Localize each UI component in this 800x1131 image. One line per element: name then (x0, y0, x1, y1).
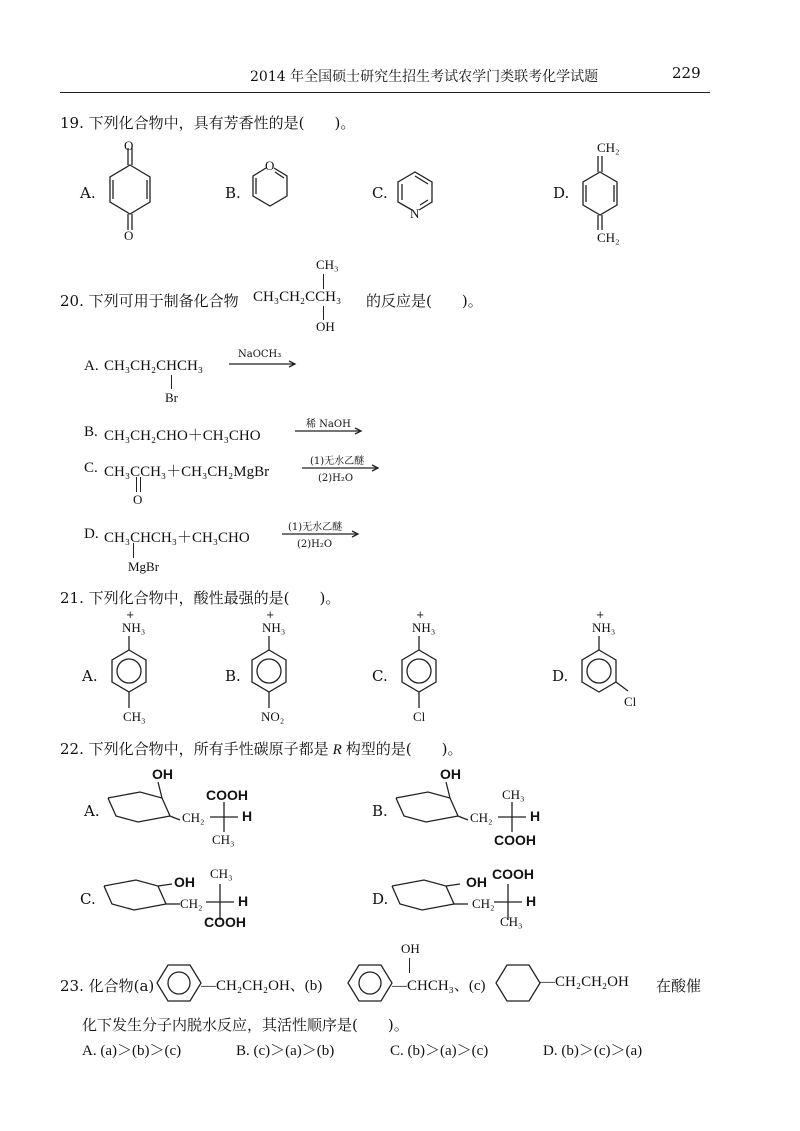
q20-c-reagent-bottom: (2)H₂O (318, 473, 354, 484)
q20-b-reagent: 稀 NaOH (306, 419, 351, 430)
q20-b-arrow (295, 428, 367, 436)
q22-b-top: CH₃ (502, 787, 525, 802)
q22-label-d: D. (372, 890, 389, 908)
q20-target-formula: CH₃CH₂CCH₃ (253, 289, 342, 305)
q22-label-b: B. (372, 802, 388, 820)
q22-c-bottom: COOH (204, 914, 246, 930)
q23-option-c: C. (b)＞(a)＞(c) (390, 1043, 489, 1059)
question-19-stem: 19. 下列化合物中，具有芳香性的是( )。 (60, 114, 356, 132)
q20-option-b-formula: CH₃CH₂CHO＋CH₃CHO (104, 428, 261, 444)
q20-a-reagent: NaOCH₃ (238, 349, 282, 360)
q19-a-oxygen-bottom: O (124, 228, 134, 243)
q22-a-top: COOH (206, 787, 248, 803)
q21-d-plus: + (596, 610, 605, 621)
q20-d-reagent-top: (1)无水乙醚 (288, 522, 343, 533)
q22-d-oh: OH (466, 874, 487, 890)
q19-d-ch2-bottom: CH₂ (597, 230, 620, 245)
q20-d-arrow (282, 531, 364, 539)
q23-b-bond (409, 958, 410, 973)
q22-a-oh: OH (152, 766, 173, 782)
q21-a-nh3: NH₃ (122, 620, 146, 635)
q21-d-ring (570, 636, 650, 716)
q20-target-oh: OH (316, 319, 335, 334)
q23-b-chain: —CHCH₃、(c) (392, 978, 486, 994)
q23-option-d: D. (b)＞(c)＞(a) (543, 1043, 643, 1059)
q21-label-a: A. (82, 667, 98, 685)
q23-stem-end: 在酸催 (656, 977, 702, 995)
q23-benzene-a (157, 961, 207, 1007)
q20-option-a-sub: Br (165, 390, 178, 405)
q20-d-bond (133, 543, 134, 558)
q19-quinone-structure (100, 140, 160, 240)
q22-b-oh: OH (440, 766, 461, 782)
q19-label-a: A. (80, 184, 96, 202)
q21-label-b: B. (225, 667, 241, 685)
q19-pyran-structure (245, 160, 305, 220)
q19-pyridine-structure (395, 165, 455, 225)
q21-a-ring (100, 636, 160, 716)
q20-option-d-label: D. (84, 526, 99, 542)
q19-label-b: B. (225, 184, 241, 202)
q21-a-plus: + (126, 610, 135, 621)
question-20-stem: 20. 下列可用于制备化合物 (60, 292, 239, 310)
q20-option-d-formula: CH₃CHCH₃＋CH₃CHO (104, 530, 250, 546)
q23-b-oh: OH (401, 941, 420, 956)
q22-stem-part-1: 22. 下列化合物中，所有手性碳原子都是 (60, 740, 329, 758)
q19-label-c: C. (372, 184, 388, 202)
q21-c-plus: + (416, 610, 425, 621)
q23-option-b: B. (c)＞(a)＞(b) (236, 1043, 335, 1059)
q22-stem-r: R (332, 742, 342, 758)
q19-label-d: D. (553, 184, 570, 202)
q19-a-oxygen-top: O (124, 138, 134, 153)
q21-d-substituent: Cl (624, 694, 637, 709)
q20-option-a-formula: CH₃CH₂CHCH₃ (104, 358, 204, 374)
q21-c-nh3: NH₃ (412, 620, 436, 635)
q23-a-chain: —CH₂CH₂OH、(b) (201, 978, 323, 994)
q20-option-c-sub: O (133, 492, 143, 507)
question-23-stem: 23. 化合物(a) (60, 977, 155, 995)
q20-d-reagent-bottom: (2)H₂O (297, 539, 333, 550)
q19-c-nitrogen: N (410, 206, 420, 221)
q21-b-plus: + (266, 610, 275, 621)
q20-c-arrow (302, 465, 384, 473)
q22-c-top: CH₃ (210, 866, 233, 881)
q20-a-bond (171, 375, 172, 389)
q20-target-ch3: CH₃ (316, 257, 339, 272)
q21-b-substituent: NO₂ (261, 709, 285, 724)
header-rule (60, 92, 710, 93)
q23-option-a: A. (a)＞(b)＞(c) (82, 1043, 182, 1059)
q22-b-right: H (530, 808, 541, 824)
q19-b-oxygen: O (265, 158, 275, 173)
q22-a-structure (100, 770, 260, 850)
q20-c-reagent-top: (1)无水乙醚 (310, 456, 365, 467)
q23-c-chain: —CH₂CH₂OH (540, 974, 629, 990)
q22-c-oh: OH (174, 874, 195, 890)
q21-c-substituent: Cl (413, 709, 426, 724)
q20-c-double-bond-left (136, 477, 137, 492)
q22-stem-part-2: 构型的是( )。 (345, 740, 463, 758)
q23-stem-line2: 化下发生分子内脱水反应，其活性顺序是( )。 (82, 1016, 409, 1034)
q22-a-bottom: CH₃ (212, 832, 235, 847)
question-22-stem (60, 738, 463, 759)
q22-d-bottom: CH₃ (500, 914, 523, 929)
q21-label-d: D. (552, 667, 569, 685)
q20-bond-up (323, 274, 324, 289)
q19-d-ch2-top: CH₂ (597, 140, 620, 155)
q21-b-ring (240, 636, 300, 716)
q22-c-right: H (238, 893, 249, 909)
q23-benzene-b (348, 961, 398, 1007)
q20-option-d-sub: MgBr (128, 559, 160, 574)
q22-a-ch2: CH₂ (182, 810, 205, 825)
q20-option-c-formula: CH₃CCH₃＋CH₃CH₂MgBr (104, 464, 270, 480)
q22-b-ch2: CH₂ (470, 810, 493, 825)
q22-label-a: A. (84, 802, 100, 820)
q22-c-ch2: CH₂ (180, 896, 203, 911)
running-header: 2014 年全国硕士研究生招生考试农学门类联考化学试题 (250, 69, 599, 85)
q20-bond-down (323, 306, 324, 320)
q22-d-top: COOH (492, 866, 534, 882)
page-number: 229 (672, 64, 701, 82)
q21-d-nh3: NH₃ (592, 620, 616, 635)
q22-d-right: H (526, 893, 537, 909)
q21-label-c: C. (372, 667, 388, 685)
q22-b-bottom: COOH (494, 832, 536, 848)
q20-a-arrow (229, 361, 301, 369)
q23-cyclohexane-c (496, 961, 546, 1007)
question-21-stem: 21. 下列化合物中，酸性最强的是( )。 (60, 589, 341, 607)
q21-c-ring (390, 636, 450, 716)
q22-label-c: C. (80, 890, 96, 908)
q20-c-double-bond-right (140, 477, 141, 492)
q20-option-a-label: A. (84, 358, 99, 374)
q20-option-b-label: B. (84, 424, 98, 440)
q20-option-c-label: C. (84, 460, 98, 476)
q21-b-nh3: NH₃ (262, 620, 286, 635)
q22-a-right: H (242, 808, 253, 824)
q21-a-substituent: CH₃ (123, 709, 146, 724)
q20-stem-end: 的反应是( )。 (366, 292, 483, 310)
q22-d-ch2: CH₂ (472, 896, 495, 911)
